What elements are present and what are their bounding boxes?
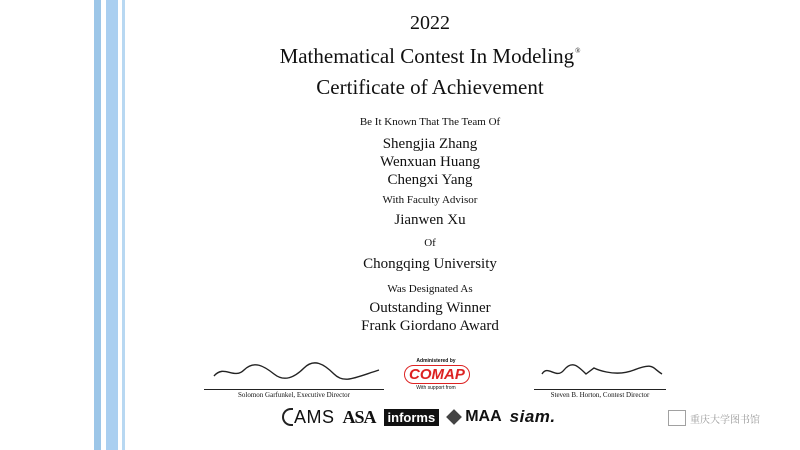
team-intro: Be It Known That The Team Of	[359, 116, 501, 128]
signature-line	[204, 389, 384, 390]
watermark-text: 重庆大学图书馆	[690, 414, 760, 426]
asa-logo: ASA	[342, 406, 376, 427]
signature-scribble	[534, 362, 666, 382]
contest-director-signature	[534, 362, 666, 399]
contest-name	[0, 44, 800, 69]
executive-director-signature	[204, 362, 384, 399]
designation-intro: Was Designated As	[387, 283, 473, 295]
award-name: Frank Giordano Award	[361, 318, 499, 334]
ams-logo	[282, 407, 335, 428]
certificate-title: Certificate of Achievement	[316, 75, 544, 99]
ams-swoosh-icon	[282, 408, 293, 426]
ams-logo-text: AMS	[294, 406, 335, 427]
maa-logo-text: MAA	[465, 408, 502, 425]
team-member: Wenxuan Huang	[379, 154, 480, 170]
contest-director-caption: Steven B. Horton, Contest Director	[550, 391, 650, 399]
team-member: Shengjia Zhang	[382, 136, 478, 152]
advisor-intro: With Faculty Advisor	[382, 194, 478, 206]
institution-name: Chongqing University	[363, 256, 497, 272]
executive-director-caption: Solomon Garfunkel, Executive Director	[238, 391, 350, 399]
advisor-name: Jianwen Xu	[394, 212, 466, 228]
library-watermark	[668, 410, 760, 426]
signature-line	[534, 389, 666, 390]
informs-logo: informs	[384, 409, 440, 426]
library-emblem-icon	[668, 410, 686, 426]
maa-emblem-icon	[446, 409, 462, 425]
contest-name-text: Mathematical Contest In Modeling	[279, 44, 575, 68]
support-label: With support from	[416, 385, 456, 391]
administered-by-label: Administered by	[416, 358, 456, 364]
siam-logo: siam.	[509, 407, 556, 426]
team-member: Chengxi Yang	[387, 172, 473, 188]
sponsor-logos	[282, 404, 556, 430]
comap-logo: COMAP	[404, 365, 470, 384]
maa-logo	[447, 408, 501, 426]
of-label: Of	[424, 237, 436, 249]
certificate-year: 2022	[410, 12, 450, 34]
registered-mark: ®	[575, 47, 581, 55]
signature-scribble	[204, 362, 384, 382]
comap-block	[404, 358, 468, 391]
designation: Outstanding Winner	[369, 300, 491, 316]
